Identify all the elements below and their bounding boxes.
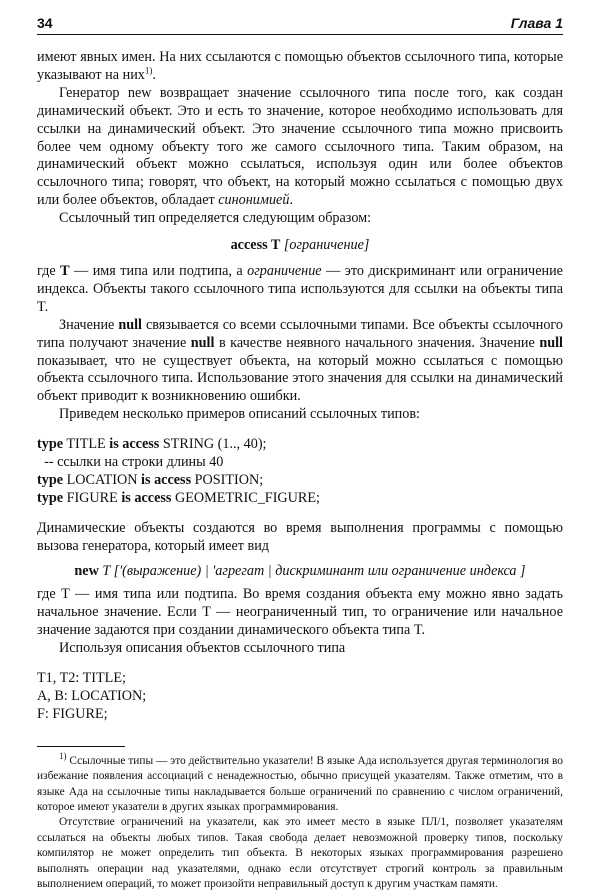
footnote-divider [37,746,125,747]
paragraph-8: где T — имя типа или подтипа. Во время создания объекта ему можно явно задать начальное значение. Если T — неограниченный тип, то ограничение или начальное значение задаются при создании динамического объекта типа T. [37,586,563,639]
paragraph-3: Ссылочный тип определяется следующим образом: [59,210,372,227]
paragraph-1: имеют явных имен. На них ссылаются с помощью объектов ссылочного типа, которые указывают на них$^{1)}$. [37,49,563,83]
code-line: type FIGURE is access GEOMETRIC_FIGURE; [37,489,320,506]
syntax-new: new T ['(выражение) | 'агрегат | дискриминант или ограничение индекса ] [74,562,526,579]
code-line: type TITLE is access STRING (1.., 40); [37,436,267,453]
paragraph-6: Приведем несколько примеров описаний ссылочных типов: [59,406,420,423]
code-comment: -- ссылки на строки длины 40 [37,454,224,471]
code-block-objects [37,670,563,724]
code-block-types [37,436,563,508]
footnote-2: Отсутствие ограничений на указатели, как это имеет место в языке ПЛ/1, позволяет указателям ссылаться на объекты любых типов. Такая свобода делает невозможной проверку типов, поскольку компилятор не может определить тип объекта. В некоторых языках программирования разрешено выполнять операции над указателями, однако если отсутствует строгий контроль за правильным выполнением операций, то может произойти неправильный доступ к другим участкам памяти. [37,816,563,891]
footnotes [37,751,563,892]
footnote-1: $^{1)}$ Ссылочные типы — это действительно указатели! В языке Ада используется другая терминология во избежание появления ассоциаций с ненадежностью, обычно присущей указателям. Также отметим, что в языке Ада на ссылочные типы накладывается больше ограничений по сравнению с числом ограничений, которое имеют указатели в других языках программирования. [37,751,563,814]
page-content [37,49,563,892]
footnote-ref: 1) [144,65,153,76]
page-header [37,14,563,35]
chapter-title: Глава 1 [510,15,563,31]
page-number: 34 [37,15,53,31]
code-line: type LOCATION is access POSITION; [37,471,264,488]
paragraph-9: Используя описания объектов ссылочного типа [59,640,346,657]
code-line: T1, T2: TITLE; [37,670,126,687]
syntax-access: access T [ограничение] [230,237,370,254]
paragraph-4: где T — имя типа или подтипа, а ограничение — это дискриминант или ограничение индекса. Объекты такого ссылочного типа используются для ссылки на объекты типа T. [37,262,563,315]
paragraph-7: Динамические объекты создаются во время выполнения программы с помощью вызова генератора, который имеет вид [37,519,563,554]
paragraph-5: Значение null связывается со всеми ссылочными типами. Все объекты ссылочного типа получают значение null в качестве неявного начального значения. Значение null показывает, что не существует объекта, на который можно ссылаться с помощью объекта ссылочного типа. Использование этого значения для ссылки на динамический объект приводит к возникновению ошибки. [37,316,563,405]
code-line: F: FIGURE; [37,705,108,722]
paragraph-2: Генератор new возвращает значение ссылочного типа после того, как создан динамический объект. Это и есть то значение, которое необходимо использовать для ссылки на динамический объект. Это значение ссылочного типа можно присвоить более чем одному объекту того же самого ссылочного типа. Таким образом, на динамический объект можно ссылаться, используя один или более объектов ссылочного типа; говорят, что объект, на который можно ссылаться с помощью двух или более объектов, обладает синонимией. [37,84,563,209]
code-line: A, B: LOCATION; [37,688,147,704]
